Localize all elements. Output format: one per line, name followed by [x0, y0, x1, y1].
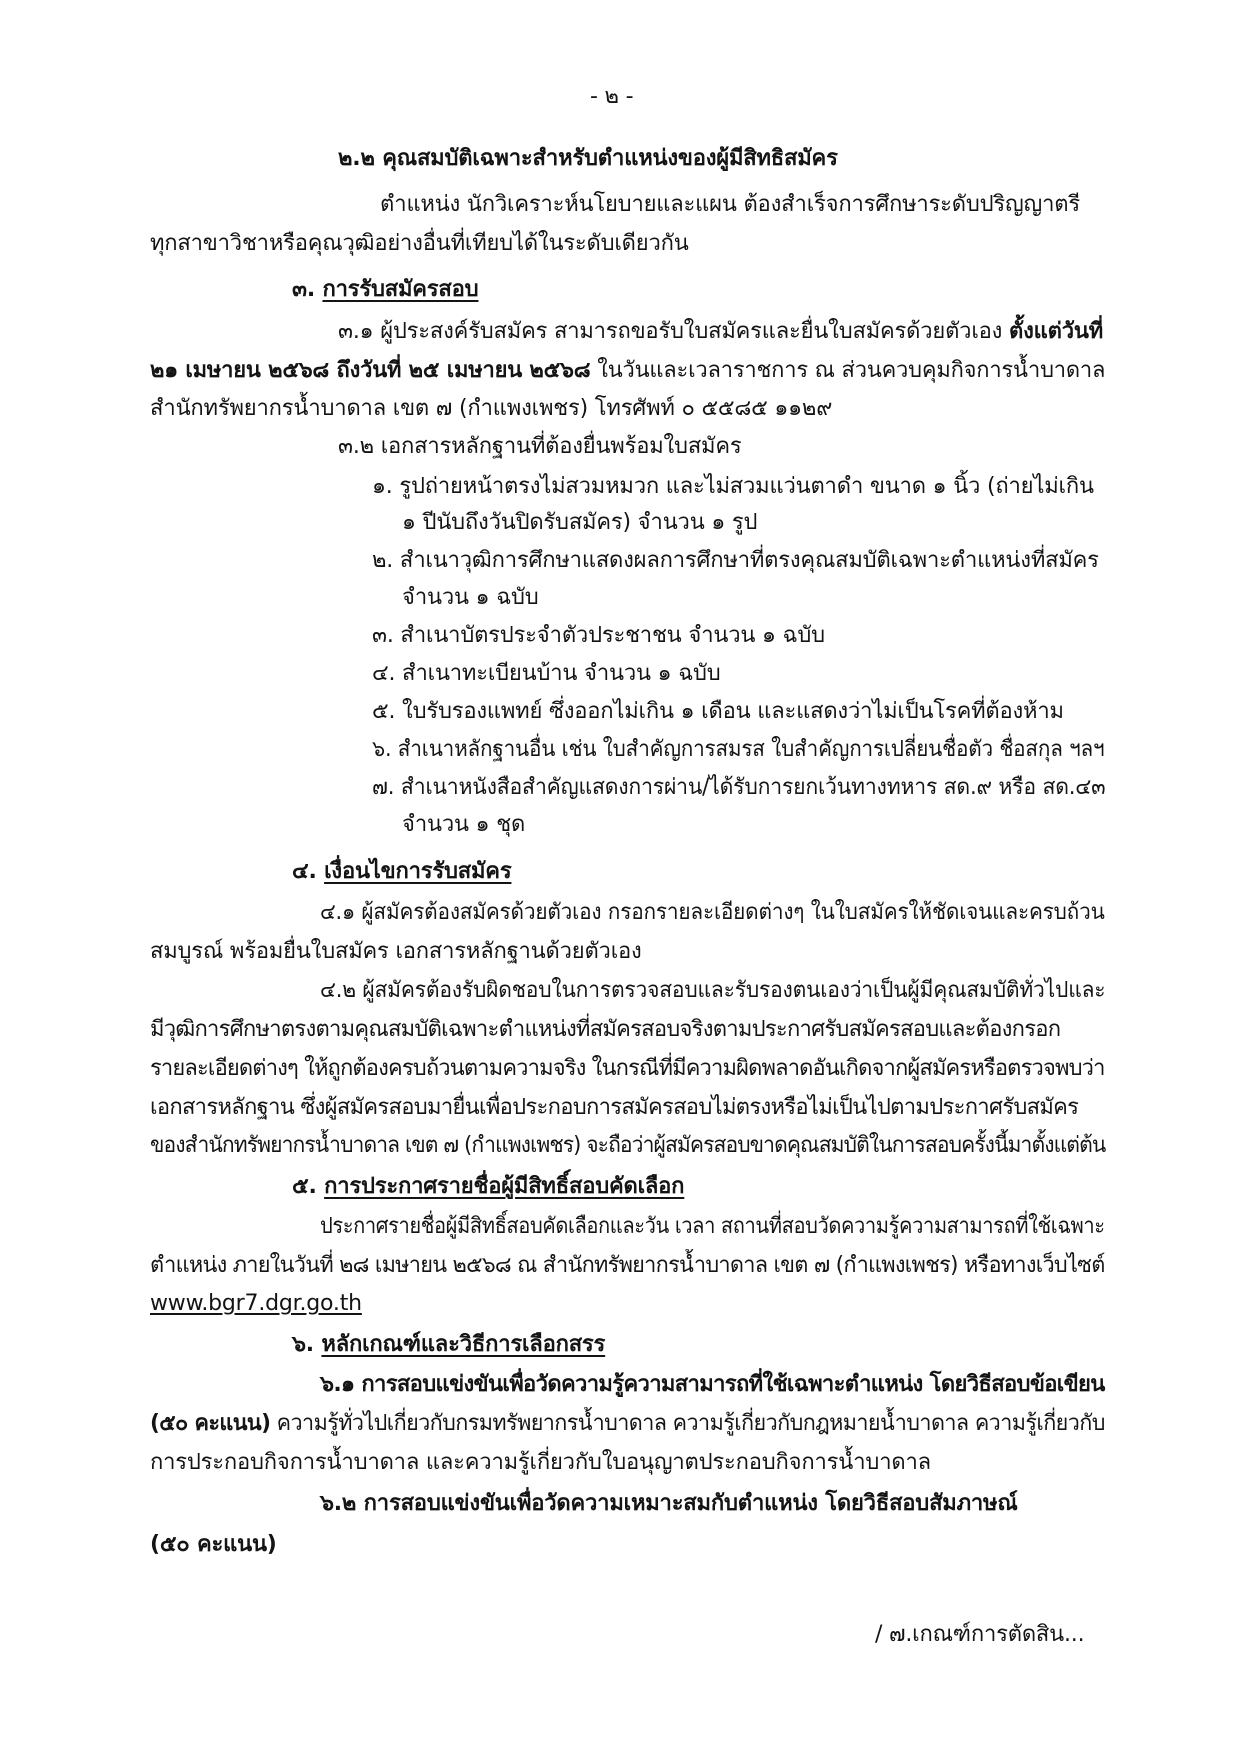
doc-item-1: ๑. รูปถ่ายหน้าตรงไม่สวมหมวก และไม่สวมแว่นตาดำ ขนาด ๑ นิ้ว (ถ่ายไม่เกิน — [372, 474, 1094, 499]
section-3-1-line-1 — [338, 317, 1103, 347]
section-5-number: ๕. — [292, 1174, 317, 1199]
section-3-1-date-range: ๒๑ เมษายน ๒๕๖๘ ถึงวันที่ ๒๕ เมษายน ๒๕๖๘ — [150, 358, 591, 383]
section-6-number: ๖. — [292, 1332, 314, 1357]
section-4-title: เงื่อนไขการรับสมัคร — [324, 859, 512, 884]
section-4-2-line-4: เอกสารหลักฐาน ซึ่งผู้สมัครสอบมายื่นเพื่อประกอบการสมัครสอบไม่ตรงหรือไม่เป็นไปตามประกาศรับสมัคร — [150, 1095, 1079, 1120]
section-6-heading — [292, 1330, 605, 1360]
section-3-1-line-2 — [150, 356, 1105, 386]
section-3-1-text-d: ในวันและเวลาราชการ ณ ส่วนควบคุมกิจการน้ำบาดาล — [590, 358, 1106, 383]
section-4-2-line-5: ของสำนักทรัพยากรน้ำบาดาล เขต ๗ (กำแพงเพชร) จะถือว่าผู้สมัครสอบขาดคุณสมบัติในการสอบครั้งนี้มาตั้งแต่ต้น — [150, 1133, 1106, 1158]
section-6-1-line-3: การประกอบกิจการน้ำบาดาล และความรู้เกี่ยวกับใบอนุญาตประกอบกิจการน้ำบาดาล — [150, 1450, 931, 1475]
section-4-2-line-3: รายละเอียดต่างๆ ให้ถูกต้องครบถ้วนตามความจริง ในกรณีที่มีความผิดพลาดอันเกิดจากผู้สมัครหรือตรวจพบว่า — [150, 1056, 1105, 1081]
section-6-1-heading: ๖.๑ การสอบแข่งขันเพื่อวัดความรู้ความสามารถที่ใช้เฉพาะตำแหน่ง โดยวิธีสอบข้อเขียน — [320, 1372, 1105, 1397]
section-6-1-text: ความรู้ทั่วไปเกี่ยวกับกรมทรัพยากรน้ำบาดาล ความรู้เกี่ยวกับกฎหมายน้ำบาดาล ความรู้เกี่ยวกับ — [270, 1411, 1105, 1436]
section-4-heading — [292, 857, 511, 887]
section-4-1-line-2: สมบูรณ์ พร้อมยื่นใบสมัคร เอกสารหลักฐานด้วยตัวเอง — [150, 939, 642, 964]
section-3-title: การรับสมัครสอบ — [322, 277, 479, 302]
doc-item-5: ๕. ใบรับรองแพทย์ ซึ่งออกไม่เกิน ๑ เดือน และแสดงว่าไม่เป็นโรคที่ต้องห้าม — [372, 699, 1064, 724]
section-3-1-line-3: สำนักทรัพยากรน้ำบาดาล เขต ๗ (กำแพงเพชร) โทรศัพท์ ๐ ๕๕๘๕ ๑๑๒๙ — [150, 396, 833, 421]
section-4-2-line-2: มีวุฒิการศึกษาตรงตามคุณสมบัติเฉพาะตำแหน่งที่สมัครสอบจริงตามประกาศรับสมัครสอบและต้องกรอก — [150, 1017, 1061, 1042]
section-5-line-2: ตำแหน่ง ภายในวันที่ ๒๘ เมษายน ๒๕๖๘ ณ สำนักทรัพยากรน้ำบาดาล เขต ๗ (กำแพงเพชร) หรือทางเว็บไซต์ — [150, 1253, 1105, 1278]
section-5-heading — [292, 1172, 684, 1202]
section-3-1-text-a: ๓.๑ ผู้ประสงค์รับสมัคร สามารถขอรับใบสมัครและยื่นใบสมัครด้วยตัวเอง — [338, 319, 1009, 344]
section-6-1-line-2 — [150, 1409, 1105, 1439]
doc-item-2: ๒. สำเนาวุฒิการศึกษาแสดงผลการศึกษาที่ตรงคุณสมบัติเฉพาะตำแหน่งที่สมัคร — [372, 548, 1099, 573]
page-number: - ๒ - — [590, 84, 634, 109]
section-2-2-line-2: ทุกสาขาวิชาหรือคุณวุฒิอย่างอื่นที่เทียบได้ในระดับเดียวกัน — [150, 231, 689, 256]
section-3-2-heading: ๓.๒ เอกสารหลักฐานที่ต้องยื่นพร้อมใบสมัคร — [338, 434, 742, 459]
section-5-line-1: ประกาศรายชื่อผู้มีสิทธิ์สอบคัดเลือกและวัน เวลา สถานที่สอบวัดความรู้ความสามารถที่ใช้เฉพาะ — [320, 1214, 1105, 1239]
section-4-number: ๔. — [292, 859, 317, 884]
section-6-1-score: (๕๐ คะแนน) — [150, 1411, 271, 1436]
section-2-2-heading: ๒.๒ คุณสมบัติเฉพาะสำหรับตำแหน่งของผู้มีสิทธิสมัคร — [338, 146, 838, 171]
section-3-number: ๓. — [292, 277, 315, 302]
section-3-1-date-start: ตั้งแต่วันที่ — [1009, 319, 1103, 344]
doc-item-1-cont: ๑ ปีนับถึงวันปิดรับสมัคร) จำนวน ๑ รูป — [402, 510, 758, 535]
doc-item-3: ๓. สำเนาบัตรประจำตัวประชาชน จำนวน ๑ ฉบับ — [372, 623, 825, 648]
section-6-2-score: (๕๐ คะแนน) — [150, 1532, 277, 1557]
section-3-heading — [292, 275, 478, 305]
section-6-title: หลักเกณฑ์และวิธีการเลือกสรร — [321, 1332, 606, 1357]
doc-item-2-cont: จำนวน ๑ ฉบับ — [402, 585, 539, 610]
section-4-1-line-1: ๔.๑ ผู้สมัครต้องสมัครด้วยตัวเอง กรอกรายละเอียดต่างๆ ในใบสมัครให้ชัดเจนและครบถ้วน — [320, 900, 1105, 925]
section-4-2-line-1: ๔.๒ ผู้สมัครต้องรับผิดชอบในการตรวจสอบและรับรองตนเองว่าเป็นผู้มีคุณสมบัติทั่วไปและ — [320, 978, 1106, 1003]
doc-item-4: ๔. สำเนาทะเบียนบ้าน จำนวน ๑ ฉบับ — [372, 661, 721, 686]
doc-item-7: ๗. สำเนาหนังสือสำคัญแสดงการผ่าน/ได้รับการยกเว้นทางทหาร สด.๙ หรือ สด.๔๓ — [372, 775, 1106, 800]
doc-item-7-cont: จำนวน ๑ ชุด — [402, 812, 526, 837]
website-link[interactable]: www.bgr7.dgr.go.th — [150, 1291, 362, 1316]
section-2-2-line-1: ตำแหน่ง นักวิเคราะห์นโยบายและแผน ต้องสำเร็จการศึกษาระดับปริญญาตรี — [380, 192, 1080, 217]
section-6-2-heading: ๖.๒ การสอบแข่งขันเพื่อวัดความเหมาะสมกับตำแหน่ง โดยวิธีสอบสัมภาษณ์ — [320, 1491, 1018, 1516]
section-5-title: การประกาศรายชื่อผู้มีสิทธิ์สอบคัดเลือก — [324, 1174, 685, 1199]
doc-item-6: ๖. สำเนาหลักฐานอื่น เช่น ใบสำคัญการสมรส ใบสำคัญการเปลี่ยนชื่อตัว ชื่อสกุล ฯลฯ — [372, 737, 1105, 762]
continuation-note: / ๗.เกณฑ์การตัดสิน... — [875, 1622, 1085, 1647]
